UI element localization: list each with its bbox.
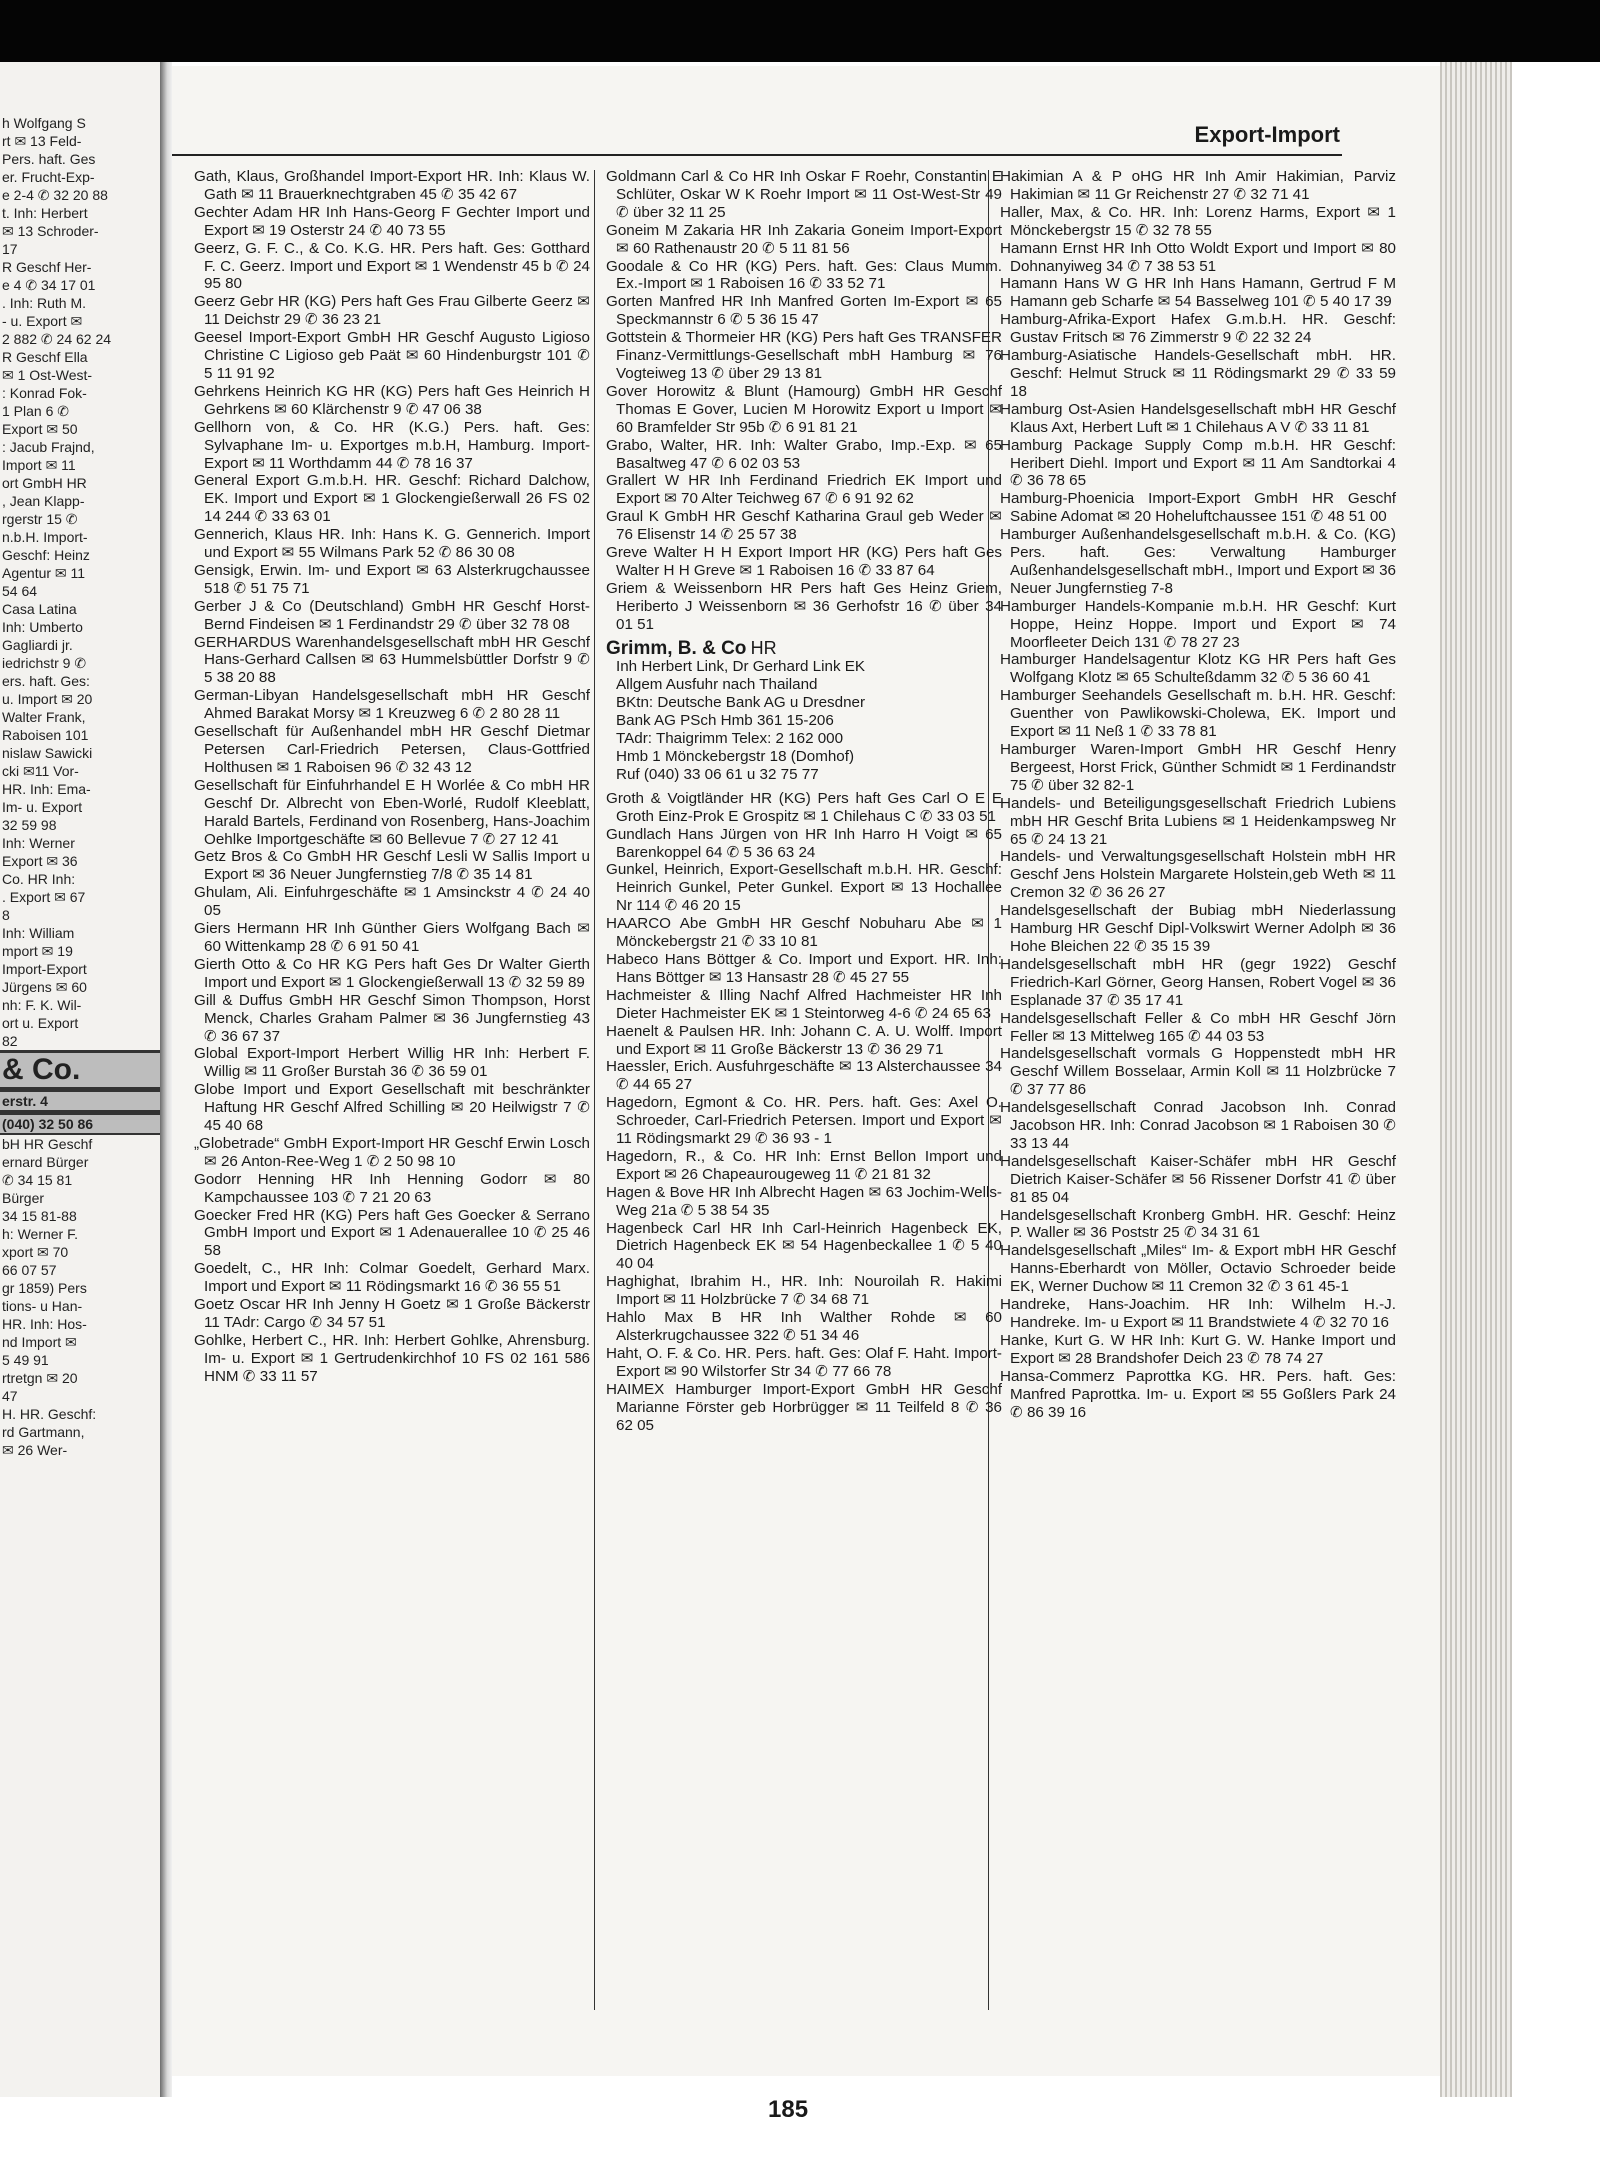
fragment-line: e 4 ✆ 34 17 01 (2, 277, 96, 293)
directory-entry: Globe Import und Export Gesellschaft mit beschränkter Haftung HR Geschf Alfred Schilling ✉ 20 Heilwigstr 7 ✆ 45 40 68 (194, 1081, 590, 1135)
fragment-line: rd Gartmann, (2, 1424, 85, 1440)
fragment-line: ✉ 13 Schroder- (2, 223, 99, 239)
column-divider-1 (594, 170, 595, 2010)
fragment-line: , Jean Klapp- (2, 493, 85, 509)
directory-entry: Hamburg-Afrika-Export Hafex G.m.b.H. HR. Geschf: Gustav Fritsch ✉ 76 Zimmerstr 9 ✆ 22 32 24 (1000, 311, 1396, 347)
directory-entry: Giers Hermann HR Inh Günther Giers Wolfgang Bach ✉ 60 Wittenkamp 28 ✆ 6 91 50 41 (194, 920, 590, 955)
previous-page-lines (0, 62, 160, 1459)
directory-page (172, 66, 1440, 2123)
fragment-line: cki ✉11 Vor- (2, 763, 79, 779)
fragment-line: nislaw Sawicki (2, 745, 93, 761)
directory-entry: Gunkel, Heinrich, Export-Gesellschaft m.b.H. HR. Geschf: Heinrich Gunkel, Peter Gunkel. Export ✉ 13 Hochallee Nr 114 ✆ 46 20 15 (606, 861, 1002, 915)
fragment-line: 5 49 91 (2, 1352, 49, 1368)
directory-entry: Handelsgesellschaft „Miles“ Im- & Export mbH HR Geschf Hanns-Eberhardt von Möller, Octavio Schroeder beide EK, Werner Duchow ✉ 11 Cremon 32 ✆ 3 61 45-1 (1000, 1242, 1396, 1296)
directory-entry: Hamann Ernst HR Inh Otto Woldt Export und Import ✉ 80 Dohnanyiweg 34 ✆ 7 38 53 51 (1000, 239, 1396, 275)
fragment-line: Inh: Umberto (2, 619, 83, 635)
column-1 (194, 168, 590, 1386)
directory-entry: Gesellschaft für Außenhandel mbH HR Geschf Dietmar Petersen Carl-Friedrich Petersen, Claus-Gottfried Holthusen ✉ 1 Raboisen 96 ✆ 32 43 12 (194, 723, 590, 776)
fragment-line: Walter Frank, (2, 709, 86, 725)
directory-entry: Hamburger Außenhandelsgesellschaft m.b.H. & Co. (KG) Pers. haft. Ges: Verwaltung Hamburger Außenhandelsgesellschaft mbH., Import und Export ✉ 36 Neuer Jungfernstieg 7-8 (1000, 526, 1396, 597)
fragment-line: ✆ 34 15 81 (2, 1172, 73, 1188)
fragment-line: xport ✉ 70 (2, 1244, 69, 1260)
fragment-line: Export ✉ 36 (2, 853, 78, 869)
fragment-line: 8 (2, 907, 10, 923)
page-header (172, 122, 1342, 156)
fragment-line: Inh: William (2, 925, 75, 941)
directory-entry: Handelsgesellschaft der Bubiag mbH Niederlassung Hamburg HR Geschf Dipl-Volkswirt Werner Adolph ✉ 36 Hohe Bleichen 22 ✆ 35 15 39 (1000, 902, 1396, 955)
fragment-line: rt ✉ 13 Feld- (2, 133, 82, 149)
directory-entry: Gover Horowitz & Blunt (Hamourg) GmbH HR Geschf Thomas E Gover, Lucien M Horowitz Export u Import ✉ 60 Bramfelder Str 95b ✆ 6 91 81 21 (606, 382, 1002, 436)
directory-entry: Gill & Duffus GmbH HR Geschf Simon Thompson, Horst Menck, Charles Graham Palmer ✉ 36 Jungfernstieg 43 ✆ 36 67 37 (194, 991, 590, 1045)
directory-entry: German-Libyan Handelsgesellschaft mbH HR Geschf Ahmed Barakat Morsy ✉ 1 Kreuzweg 6 ✆ 2 80 28 11 (194, 687, 590, 723)
fragment-line: Raboisen 101 (2, 727, 89, 743)
fragment-line: Casa Latina (2, 601, 77, 617)
directory-entry: Handreke, Hans-Joachim. HR Inh: Wilhelm H.-J. Handreke. Im- u Export ✉ 11 Brandstwiete 4 ✆ 32 70 16 (1000, 1296, 1396, 1331)
directory-entry: Geerz, G. F. C., & Co. K.G. HR. Pers haft. Ges: Gotthard F. C. Geerz. Import und Export ✉ 1 Wendenstr 45 b ✆ 24 95 80 (194, 239, 590, 293)
directory-entry: Gundlach Hans Jürgen von HR Inh Harro H Voigt ✉ 65 Barenkoppel 64 ✆ 5 36 63 24 (606, 825, 1002, 861)
directory-entry: Handels- und Verwaltungsgesellschaft Holstein mbH HR Geschf Jens Holstein Margarete Holstein,geb Weth ✉ 11 Cremon 32 ✆ 36 26 27 (1000, 848, 1396, 902)
directory-entry: Graul K GmbH HR Geschf Katharina Graul geb Weder ✉ 76 Elisenstr 14 ✆ 25 57 38 (606, 508, 1002, 544)
directory-entry: Hamburger Handels-Kompanie m.b.H. HR Geschf: Kurt Hoppe, Heinz Hoppe. Import und Export ✉ 74 Moorfleeter Deich 131 ✆ 78 27 23 (1000, 597, 1396, 651)
directory-entry: Ghulam, Ali. Einfuhrgeschäfte ✉ 1 Amsinckstr 4 ✆ 24 40 05 (194, 884, 590, 920)
fragment-line: . Inh: Ruth M. (2, 295, 87, 311)
directory-entry: Hagedorn, Egmont & Co. HR. Pers. haft. Ges: Axel O. Schroeder, Carl-Friedrich Petersen. Import und Export ✉ 11 Rödingsmarkt 29 ✆ 36 93 - 1 (606, 1094, 1002, 1148)
directory-entry: Griem & Weissenborn HR Pers haft Ges Heinz Griem, Heriberto J Weissenborn ✉ 36 Gerhofstr 16 ✆ über 34 01 51 (606, 579, 1002, 633)
directory-entry: Haessler, Erich. Ausfuhrgeschäfte ✉ 13 Alsterchaussee 34 ✆ 44 65 27 (606, 1058, 1002, 1094)
directory-entry: Hagedorn, R., & Co. HR Inh: Ernst Bellon Import und Export ✉ 26 Chapeaurougeweg 11 ✆ 21 81 32 (606, 1147, 1002, 1183)
fragment-line: 47 (2, 1388, 18, 1404)
entry-detail-line: BKtn: Deutsche Bank AG u Dresdner (616, 694, 866, 712)
directory-entry: Hagenbeck Carl HR Inh Carl-Heinrich Hagenbeck EK, Dietrich Hagenbeck EK ✉ 54 Hagenbeckallee 1 ✆ 5 40 40 04 (606, 1219, 1002, 1273)
entry-register-tag: HR (750, 637, 777, 658)
fragment-line: Export ✉ 50 (2, 421, 78, 437)
fragment-line: er. Frucht-Exp- (2, 169, 95, 185)
fragment-line: . Export ✉ 67 (2, 889, 86, 905)
entry-detail-line: Hmb 1 Mönckebergstr 18 (Domhof) (616, 748, 855, 765)
entry-detail-line: Ruf (040) 33 06 61 u 32 75 77 (616, 765, 819, 783)
fragment-line: ers. haft. Ges: (2, 673, 90, 689)
directory-entry: Gehrkens Heinrich KG HR (KG) Pers haft Ges Heinrich H Gehrkens ✉ 60 Klärchenstr 9 ✆ 47 06 38 (194, 382, 590, 418)
directory-entry: Gierth Otto & Co HR KG Pers haft Ges Dr Walter Gierth Import und Export ✉ 1 Glockengießerwall 13 ✆ 32 59 89 (194, 955, 590, 991)
directory-entry: Handelsgesellschaft vormals G Hoppenstedt mbH HR Geschf Willem Bosselaar, Armin Koll ✉ 11 Holzbrücke 7 ✆ 37 77 86 (1000, 1045, 1396, 1099)
fragment-line: ✉ 1 Ost-West- (2, 367, 93, 383)
directory-entry: Handels- und Beteiligungsgesellschaft Friedrich Lubiens mbH HR Geschf Brita Lubiens ✉ 1 Heidenkampsweg Nr 65 ✆ 24 13 21 (1000, 794, 1396, 848)
scan-top-border (0, 0, 1600, 62)
fragment-line: h: Werner F. (2, 1226, 78, 1242)
directory-entry: HAIMEX Hamburger Import-Export GmbH HR Geschf Marianne Förster geb Horbrügger ✉ 11 Teilfeld 8 ✆ 36 62 05 (606, 1380, 1002, 1434)
fragment-line: ort u. Export (2, 1015, 79, 1031)
fragment-line: iedrichstr 9 ✆ (2, 655, 87, 671)
directory-entry: HAARCO Abe GmbH HR Geschf Nobuharu Abe ✉ 1 Mönckebergstr 21 ✆ 33 10 81 (606, 915, 1002, 951)
directory-entry: Handelsgesellschaft Conrad Jacobson Inh. Conrad Jacobson HR. Inh: Conrad Jacobson ✉ 1 Raboisen 30 ✆ 33 13 44 (1000, 1099, 1396, 1152)
fragment-line: nh: F. K. Wil- (2, 997, 82, 1013)
book-gutter (160, 62, 172, 2097)
directory-entry: Geerz Gebr HR (KG) Pers haft Ges Frau Gilberte Geerz ✉ 11 Deichstr 29 ✆ 36 23 21 (194, 293, 590, 329)
page-edges (1440, 62, 1512, 2097)
fragment-line: t. Inh: Herbert (2, 205, 88, 221)
directory-entry: Goecker Fred HR (KG) Pers haft Ges Goecker & Serrano GmbH Import und Export ✉ 1 Adenauerallee 10 ✆ 25 46 58 (194, 1206, 590, 1260)
entry-name: Grimm, B. & Co (606, 637, 747, 659)
directory-entry: Hamburg Package Supply Comp m.b.H. HR Geschf: Heribert Diehl. Import und Export ✉ 11 Am Sandtorkai 4 ✆ 36 78 65 (1000, 436, 1396, 490)
directory-entry: Hamburg Ost-Asien Handelsgesellschaft mbH HR Geschf Klaus Axt, Herbert Luft ✉ 1 Chilehaus A V ✆ 33 11 81 (1000, 400, 1396, 436)
fragment-line: Co. HR Inh: (2, 871, 76, 887)
directory-entry: Habeco Hans Böttger & Co. Import und Export. HR. Inh: Hans Böttger ✉ 13 Hansastr 28 ✆ 45 27 55 (606, 950, 1002, 986)
directory-entry: Getz Bros & Co GmbH HR Geschf Lesli W Sallis Import u Export ✉ 36 Neuer Jungfernstieg 7/8 ✆ 35 14 81 (194, 848, 590, 884)
fragment-line: Im- u. Export (2, 799, 83, 815)
fragment-line: ✉ 26 Wer- (2, 1442, 68, 1458)
directory-entry: Gohlke, Herbert C., HR. Inh: Herbert Gohlke, Ahrensburg. Im- u. Export ✉ 1 Gertrudenkirchhof 10 FS 02 161 586 HNM ✆ 33 11 57 (194, 1331, 590, 1385)
directory-entry: Haghighat, Ibrahim H., HR. Inh: Nouroilah R. Hakimi Import ✉ 11 Holzbrücke 7 ✆ 34 68 71 (606, 1273, 1002, 1309)
directory-entry: Hamburger Waren-Import GmbH HR Geschf Henry Bergeest, Horst Frick, Günther Schmidt ✉ 1 Ferdinandstr 75 ✆ über 32 82-1 (1000, 741, 1396, 794)
directory-entry: Hachmeister & Illing Nachf Alfred Hachmeister HR Inh Dieter Hachmeister EK ✉ 1 Steintorweg 4-6 ✆ 24 65 63 (606, 986, 1002, 1022)
fragment-line: ort GmbH HR (2, 475, 87, 491)
entry-detail-line: Inh Herbert Link, Dr Gerhard Link EK (616, 658, 866, 676)
directory-entry: Goldmann Carl & Co HR Inh Oskar F Roehr, Constantin E Schlüter, Oskar W K Roehr Import ✉ 11 Ost-West-Str 49 ✆ über 32 11 25 (606, 168, 1002, 221)
directory-entry: Haller, Max, & Co. HR. Inh: Lorenz Harms, Export ✉ 1 Mönckebergstr 15 ✆ 32 78 55 (1000, 203, 1396, 239)
directory-entry: Handelsgesellschaft Kaiser-Schäfer mbH HR Geschf Dietrich Kaiser-Schäfer ✉ 56 Rissener Dorfstr 41 ✆ über 81 85 04 (1000, 1152, 1396, 1206)
directory-entry: Hanke, Kurt G. W HR Inh: Kurt G. W. Hanke Import und Export ✉ 28 Brandshofer Deich 23 ✆ 78 74 27 (1000, 1331, 1396, 1367)
fragment-line: e 2-4 ✆ 32 20 88 (2, 187, 108, 203)
directory-entry: Gath, Klaus, Großhandel Import-Export HR. Inh: Klaus W. Gath ✉ 11 Brauerknechtgraben 45 ✆ 35 42 67 (194, 168, 590, 203)
fragment-line: (040) 32 50 86 (0, 1112, 160, 1135)
directory-entry: Handelsgesellschaft mbH HR (gegr 1922) Geschf Friedrich-Karl Görner, Georg Hansen, Robert Vogel ✉ 36 Esplanade 37 ✆ 35 17 41 (1000, 955, 1396, 1009)
fragment-line: 32 59 98 (2, 817, 57, 833)
directory-entry: Groth & Voigtländer HR (KG) Pers haft Ges Carl O E E Groth Einz-Prok E Grospitz ✉ 1 Chilehaus C ✆ 33 03 51 (606, 789, 1002, 825)
directory-entry: Goneim M Zakaria HR Inh Zakaria Goneim Import-Export ✉ 60 Rathenaustr 20 ✆ 5 11 81 56 (606, 221, 1002, 257)
fragment-line: Geschf: Heinz (2, 547, 90, 563)
directory-entry: Gechter Adam HR Inh Hans-Georg F Gechter Import und Export ✉ 19 Osterstr 24 ✆ 40 73 55 (194, 203, 590, 239)
directory-entry: „Globetrade“ GmbH Export-Import HR Geschf Erwin Losch ✉ 26 Anton-Ree-Weg 1 ✆ 2 50 98 10 (194, 1134, 590, 1170)
fragment-line: 54 64 (2, 583, 38, 599)
fragment-line: R Geschf Her- (2, 259, 92, 275)
fragment-line: rgerstr 15 ✆ (2, 511, 78, 527)
directory-entry: Gensigk, Erwin. Im- und Export ✉ 63 Alsterkrugchaussee 518 ✆ 51 75 71 (194, 561, 590, 597)
fragment-line: rtretgn ✉ 20 (2, 1370, 78, 1386)
column-3 (1000, 168, 1396, 1421)
directory-entry: General Export G.m.b.H. HR. Geschf: Richard Dalchow, EK. Import und Export ✉ 1 Glockengießerwall 26 FS 02 14 244 ✆ 33 63 01 (194, 472, 590, 526)
directory-entry: Hahlo Max B HR Inh Walther Rohde ✉ 60 Alsterkrugchaussee 322 ✆ 51 34 46 (606, 1309, 1002, 1344)
directory-entry: Hamburger Seehandels Gesellschaft m. b.H. HR. Geschf: Guenther von Pawlikowski-Cholewa, EK. Import und Export ✉ 11 Neß 1 ✆ 33 78 81 (1000, 687, 1396, 741)
directory-entry: Hagen & Bove HR Inh Albrecht Hagen ✉ 63 Jochim-Wells-Weg 21a ✆ 5 38 54 35 (606, 1183, 1002, 1219)
fragment-line: 82 (2, 1033, 18, 1049)
directory-entry: Handelsgesellschaft Kronberg GmbH. HR. Geschf: Heinz P. Waller ✉ 36 Poststr 25 ✆ 34 31 61 (1000, 1206, 1396, 1242)
fragment-line: 17 (2, 241, 18, 257)
directory-entry: Gennerich, Klaus HR. Inh: Hans K. G. Gennerich. Import und Export ✉ 55 Wilmans Park 52 ✆ 86 30 08 (194, 526, 590, 562)
fragment-line: H. HR. Geschf: (2, 1406, 97, 1422)
directory-entry: Goetz Oscar HR Inh Jenny H Goetz ✉ 1 Große Bäckerstr 11 TAdr: Cargo ✆ 34 57 51 (194, 1296, 590, 1331)
fragment-line: - u. Export ✉ (2, 313, 83, 329)
fragment-line: ernard Bürger (2, 1154, 89, 1170)
directory-entry: Gellhorn von, & Co. HR (K.G.) Pers. haft. Ges: Sylvaphane Im- u. Exportges m.b.H, Hamburg. Import-Export ✉ 11 Worthdamm 44 ✆ 78 16 37 (194, 418, 590, 472)
fragment-line: 1 Plan 6 ✆ (2, 403, 69, 419)
fragment-line: 2 882 ✆ 24 62 24 (2, 331, 112, 347)
fragment-line: erstr. 4 (0, 1089, 160, 1112)
directory-entry: Grallert W HR Inh Ferdinand Friedrich EK Import und Export ✉ 70 Alter Teichweg 67 ✆ 6 91 92 62 (606, 472, 1002, 508)
fragment-line: bH HR Geschf (2, 1136, 93, 1152)
fragment-line: h Wolfgang S (2, 115, 86, 131)
fragment-line: R Geschf Ella (2, 349, 88, 365)
directory-entry: Grabo, Walter, HR. Inh: Walter Grabo, Imp.-Exp. ✉ 65 Basaltweg 47 ✆ 6 02 03 53 (606, 436, 1002, 472)
directory-entry: Gerber J & Co (Deutschland) GmbH HR Geschf Horst-Bernd Findeisen ✉ 1 Ferdinandstr 29 ✆ über 32 78 08 (194, 597, 590, 633)
page-title: Export-Import (1194, 122, 1340, 147)
fragment-line: : Konrad Fok- (2, 385, 87, 401)
fragment-line: gr 1859) Pers (2, 1280, 87, 1296)
fragment-line: 34 15 81-88 (2, 1208, 77, 1224)
fragment-line: n.b.H. Import- (2, 529, 88, 545)
directory-entry: Global Export-Import Herbert Willig HR Inh: Herbert F. Willig ✉ 11 Großer Burstah 36 ✆ 36 59 01 (194, 1045, 590, 1081)
directory-entry: GERHARDUS Warenhandelsgesellschaft mbH HR Geschf Hans-Gerhard Callsen ✉ 63 Hummelsbüttler Dorfstr 9 ✆ 5 38 20 88 (194, 633, 590, 687)
fragment-line: Pers. haft. Ges (2, 151, 96, 167)
fragment-line: nd Import ✉ (2, 1334, 77, 1350)
fragment-line: & Co. (0, 1050, 160, 1089)
directory-entry: Goodale & Co HR (KG) Pers. haft. Ges: Claus Mumm. Ex.-Import ✉ 1 Raboisen 16 ✆ 33 52 71 (606, 257, 1002, 293)
page-number: 185 (768, 2096, 809, 2123)
fragment-line: Gagliardi jr. (2, 637, 73, 653)
directory-entry: Gorten Manfred HR Inh Manfred Gorten Im-Export ✉ 65 Speckmannstr 6 ✆ 5 36 15 47 (606, 293, 1002, 329)
fragment-line: Jürgens ✉ 60 (2, 979, 87, 995)
fragment-line: Inh: Werner (2, 835, 75, 851)
directory-entry: Handelsgesellschaft Feller & Co mbH HR Geschf Jörn Feller ✉ 13 Mittelweg 165 ✆ 44 03 53 (1000, 1009, 1396, 1045)
entry-detail-line: TAdr: Thaigrimm Telex: 2 162 000 (616, 730, 844, 748)
entry-detail-line: Allgem Ausfuhr nach Thailand (616, 676, 818, 694)
fragment-line: mport ✉ 19 (2, 943, 73, 959)
fragment-line: u. Import ✉ 20 (2, 691, 93, 707)
directory-entry: Hamburg-Phoenicia Import-Export GmbH HR Geschf Sabine Adomat ✉ 20 Hoheluftchaussee 151 ✆ 48 51 00 (1000, 490, 1396, 526)
directory-entry: Haenelt & Paulsen HR. Inh: Johann C. A. U. Wolff. Import und Export ✉ 11 Große Bäckerstr 13 ✆ 36 29 71 (606, 1022, 1002, 1058)
directory-entry-grimm (606, 637, 1002, 784)
fragment-line: Import-Export (2, 961, 87, 977)
directory-entry: Hamburger Handelsagentur Klotz KG HR Pers haft Ges Wolfgang Klotz ✉ 65 Schulteßdamm 32 ✆ 5 36 60 41 (1000, 651, 1396, 687)
column-2 (606, 168, 1002, 1434)
directory-entry: Hansa-Commerz Paprottka KG. HR. Pers. haft. Ges: Manfred Paprottka. Im- u. Export ✉ 55 Goßlers Park 24 ✆ 86 39 16 (1000, 1367, 1396, 1421)
directory-entry: Gottstein & Thormeier HR (KG) Pers haft Ges TRANSFER Finanz-Vermittlungs-Gesellschaft mbH Hamburg ✉ 76 Vogteiweg 13 ✆ über 29 13 81 (606, 329, 1002, 382)
fragment-line: HR. Inh: Ema- (2, 781, 91, 797)
directory-entry: Haht, O. F. & Co. HR. Pers. haft. Ges: Olaf F. Haht. Import-Export ✉ 90 Wilstorfer Str 34 ✆ 77 66 78 (606, 1344, 1002, 1380)
fragment-line: tions- u Han- (2, 1298, 83, 1314)
fragment-line: Import ✉ 11 (2, 457, 76, 473)
fragment-line: : Jacub Frajnd, (2, 439, 95, 455)
directory-entry: Gesellschaft für Einfuhrhandel E H Worlée & Co mbH HR Geschf Dr. Albrecht von Eben-Worlé, Rudolf Kleeblatt, Harald Bartels, Ferdinand von Rosenberg, Hans-Joachim Oehlke Importgeschäfte ✉ 60 Bellevue 7 ✆ 27 12 41 (194, 776, 590, 848)
directory-entry: Hakimian A & P oHG HR Inh Amir Hakimian, Parviz Hakimian ✉ 11 Gr Reichenstr 27 ✆ 32 71 41 (1000, 168, 1396, 203)
previous-page-fragment (0, 62, 162, 2097)
directory-entry: Hamburg-Asiatische Handels-Gesellschaft mbH. HR. Geschf: Helmut Struck ✉ 11 Rödingsmarkt 29 ✆ 33 59 18 (1000, 347, 1396, 400)
fragment-line: HR. Inh: Hos- (2, 1316, 87, 1332)
directory-entry: Geesel Import-Export GmbH HR Geschf Augusto Ligioso Christine C Ligioso geb Paät ✉ 60 Hindenburgstr 101 ✆ 5 11 91 92 (194, 329, 590, 382)
fragment-line: 66 07 57 (2, 1262, 57, 1278)
fragment-line: Bürger (2, 1190, 45, 1206)
directory-entry: Goedelt, C., HR Inh: Colmar Goedelt, Gerhard Marx. Import und Export ✉ 11 Rödingsmarkt 16 ✆ 36 55 51 (194, 1260, 590, 1296)
fragment-line: Agentur ✉ 11 (2, 565, 86, 581)
entry-detail-line: Bank AG PSch Hmb 361 15-206 (616, 712, 834, 730)
directory-entry: Greve Walter H H Export Import HR (KG) Pers haft Ges Walter H H Greve ✉ 1 Raboisen 16 ✆ 33 87 64 (606, 544, 1002, 579)
directory-entry: Hamann Hans W G HR Inh Hans Hamann, Gertrud F M Hamann geb Scharfe ✉ 54 Basselweg 101 ✆ 5 40 17 39 (1000, 275, 1396, 311)
directory-entry: Godorr Henning HR Inh Henning Godorr ✉ 80 Kampchaussee 103 ✆ 7 21 20 63 (194, 1170, 590, 1206)
